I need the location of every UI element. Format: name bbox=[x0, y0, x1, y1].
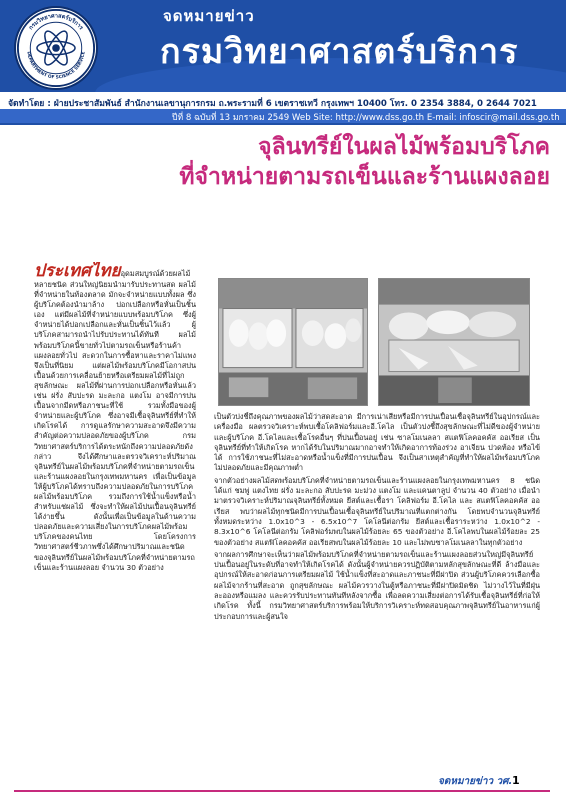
footer-divider bbox=[14, 790, 550, 792]
fruit-display-photo bbox=[218, 278, 368, 406]
page-number: 1 bbox=[512, 774, 520, 787]
logo-thai-text: กรมวิทยาศาสตร์บริการ bbox=[28, 13, 84, 32]
newsletter-title: กรมวิทยาศาสตร์บริการ bbox=[160, 32, 519, 72]
department-logo bbox=[14, 6, 98, 90]
fruit-vendor-image bbox=[379, 279, 529, 405]
headline-line-2: ที่จำหน่ายตามรถเข็นและร้านแผงลอย bbox=[179, 164, 550, 190]
newsletter-label: จดหมายข่าว bbox=[163, 7, 255, 25]
paragraph: จากตัวอย่างผลไม้สดพร้อมบริโภคที่จำหน่ายตามรถเข็นและร้านแผงลอยในกรุงเทพมหานคร 8 ชนิด ได้แก่ ชมพู่ แตงไทย ฝรั่ง มะละกอ สับปะรด มะม่วง แตงโม และแคนตาลูป จำนวน 40 ตัวอย่าง เมื่อนำมาตรวจวิเคราะห์ปริมาณจุลินทรีย์ทั้งหมด ยีสต์และเชื้อรา โคลิฟอร์ม อี.โคไล และ สแตฟิโลคอคคัส ออเรียส พบว่าผลไม้ทุกชนิดมีการปนเปื้อนเชื้อจุลินทรีย์ในปริมาณที่แตกต่างกัน โดยพบจำนวนจุลินทรีย์ทั้งหมดระหว่าง 1.0x10^3 - 6.5x10^7 โคโลนีต่อกรัม ยีสต์และเชื้อราระหว่าง 1.0x10^2 - 8.3x10^6 โคโลนีต่อกรัม โคลิฟอร์มพบในผลไม้ร้อยละ 65 ของตัวอย่าง อี.โคไลพบในผลไม้ร้อยละ 25 ของตัวอย่าง สแตฟิโลคอคคัส ออเรียสพบในผลไม้ร้อยละ 10 และไม่พบซาลโมเนลลาในทุกตัวอย่าง bbox=[214, 475, 540, 547]
issue-info: ปีที่ 8 ฉบับที่ 13 มกราคม 2549 Web Site: http://www.dss.go.th E-mail: infoscir@mail.dss.go.th bbox=[172, 113, 560, 123]
footer-newsletter-label: จดหมายข่าว วศ. bbox=[438, 776, 513, 787]
fruit-vendor-photo bbox=[378, 278, 530, 406]
issue-bar bbox=[0, 109, 566, 123]
paragraph: เป็นตัวบ่งชี้ถึงคุณภาพของผลไม้ว่าสดสะอาด มีการเน่าเสียหรือมีการปนเปื้อนเชื้อจุลินทรีย์ในอุปกรณ์และเครื่องมือ ผลตรวจวิเคราะห์พบเชื้อโคลิฟอร์มและอี.โคไล เป็นตัวบ่งชี้ถึงสุขลักษณะที่ไม่ดีของผู้จำหน่ายและผู้บริโภค อี.โคไลและเชื้อโรคอื่นๆ ที่ปนเปื้อนอยู่ เช่น ซาลโมเนลลา สแตฟิโลคอคคัส ออเรียส เป็นจุลินทรีย์ที่ทำให้เกิดโรค หากได้รับในปริมาณมากอาจทำให้เกิดอาการท้องร่วง อาเจียน ปวดท้อง หรือไข้ได้ การใช้ภาชนะที่ไม่สะอาดหรือน้ำแข็งที่มีการปนเปื้อน จึงเป็นสาเหตุสำคัญที่ทำให้ผลไม้พร้อมบริโภคไม่ปลอดภัยและมีคุณภาพต่ำ bbox=[214, 412, 540, 473]
article-left-column bbox=[34, 262, 196, 748]
article-headline bbox=[179, 132, 550, 192]
logo-english-text: DEPARTMENT OF SCIENCE SERVICE bbox=[25, 51, 87, 81]
publication-info-bar bbox=[0, 92, 566, 125]
left-column-text: อุดมสมบูรณ์ด้วยผลไม้หลายชนิด ส่วนใหญ่นิยมนำมารับประทานสด ผลไม้ที่จำหน่ายในท้องตลาด มักจะจำหน่ายแบบทั้งผล ซึ่งผู้บริโภคต้องนำมาล้าง ปอกเปลือกหรือหั่นเป็นชิ้นเอง แต่มีผลไม้ที่จำหน่ายแบบพร้อมบริโภค ซึ่งผู้จำหน่ายได้ปอกเปลือกและหั่นเป็นชิ้นไว้แล้ว ผู้บริโภคสามารถนำไปรับประทานได้ทันที ผลไม้พร้อมบริโภคนี้ขายทั่วไปตามรถเข็นหรือร้านค้าแผงลอยทั่วไป สะดวกในการซื้อหาและราคาไม่แพงจึงเป็นที่นิยม แต่ผลไม้พร้อมบริโภคมีโอกาสปนเปื้อนด้วยการเคลื่อนย้ายหรือเตรียมผลไม้ที่ไม่ถูกสุขลักษณะ ผลไม้ที่ผ่านการปอกเปลือกหรือหั่นแล้ว เช่น ฝรั่ง สับปะรด มะละกอ แตงโม อาจมีการปนเปื้อนจากมีดหรือภาชนะที่ใช้ รวมทั้งมือของผู้จำหน่ายและผู้บริโภค ซึ่งอาจมีเชื้อจุลินทรีย์ที่ทำให้เกิดโรคได้ การดูแลรักษาความสะอาดจึงมีความสำคัญต่อความปลอดภัยของผู้บริโภค กรมวิทยาศาสตร์บริการได้ตระหนักถึงความปลอดภัยดังกล่าว จึงได้ศึกษาและตรวจวิเคราะห์ปริมาณจุลินทรีย์ในผลไม้พร้อมบริโภคที่จำหน่ายตามรถเข็นและร้านแผงลอยในกรุงเทพมหานคร เพื่อเป็นข้อมูลให้ผู้บริโภคได้ทราบถึงความปลอดภัยในการบริโภคผลไม้พร้อมบริโภค รวมถึงการใช้น้ำแข็งหรือน้ำสำหรับแช่ผลไม้ ซึ่งจะทำให้ผลไม้ปนเปื้อนจุลินทรีย์ได้ง่ายขึ้น ดังนั้นเพื่อเป็นข้อมูลในด้านความปลอดภัยและความเสี่ยงในการบริโภคผลไม้พร้อมบริโภคของคนไทย โดยโครงการวิทยาศาสตร์ชีวภาพซึ่งได้ศึกษาปริมาณและชนิดของจุลินทรีย์ในผลไม้พร้อมบริโภคที่จำหน่ายตามรถเข็นและร้านแผงลอย จำนวน 30 ตัวอย่าง bbox=[34, 269, 196, 572]
article-right-column bbox=[214, 412, 540, 742]
page-footer bbox=[0, 772, 566, 800]
fruit-tray-image bbox=[219, 279, 367, 405]
masthead bbox=[0, 0, 566, 92]
lead-word: ประเทศไทย bbox=[34, 262, 121, 281]
paragraph: จากผลการศึกษาจะเห็นว่าผลไม้พร้อมบริโภคที่จำหน่ายตามรถเข็นและร้านแผงลอยส่วนใหญ่มีจุลินทรีย์ปนเปื้อนอยู่ในระดับที่อาจทำให้เกิดโรคได้ ดังนั้นผู้จำหน่ายควรปฏิบัติตามหลักสุขลักษณะที่ดี ล้างมือและอุปกรณ์ให้สะอาดก่อนการเตรียมผลไม้ ใช้น้ำแข็งที่สะอาดและภาชนะที่มีฝาปิด ส่วนผู้บริโภคควรเลือกซื้อผลไม้จากร้านที่สะอาด ถูกสุขลักษณะ ผลไม้ควรวางในตู้หรือภาชนะที่มีฝาปิดมิดชิด ไม่วางไว้ในที่มีฝุ่นละอองหรือแมลง และควรรับประทานทันทีหลังจากซื้อ เพื่อลดความเสี่ยงต่อการได้รับเชื้อจุลินทรีย์ที่ก่อให้เกิดโรค ทั้งนี้ กรมวิทยาศาสตร์บริการพร้อมให้บริการวิเคราะห์ทดสอบคุณภาพจุลินทรีย์ในอาหารแก่ผู้ประกอบการและผู้สนใจ bbox=[214, 549, 540, 621]
atom-logo-icon bbox=[16, 8, 96, 88]
publisher-info: จัดทำโดย : ฝ่ายประชาสัมพันธ์ สำนักงานเลขานุการกรม ถ.พระรามที่ 6 เขตราชเทวี กรุงเทพฯ 10400 โทร. 0 2354 3884, 0 2644 7021 bbox=[8, 99, 537, 109]
headline-line-1: จุลินทรีย์ในผลไม้พร้อมบริโภค bbox=[258, 134, 550, 160]
